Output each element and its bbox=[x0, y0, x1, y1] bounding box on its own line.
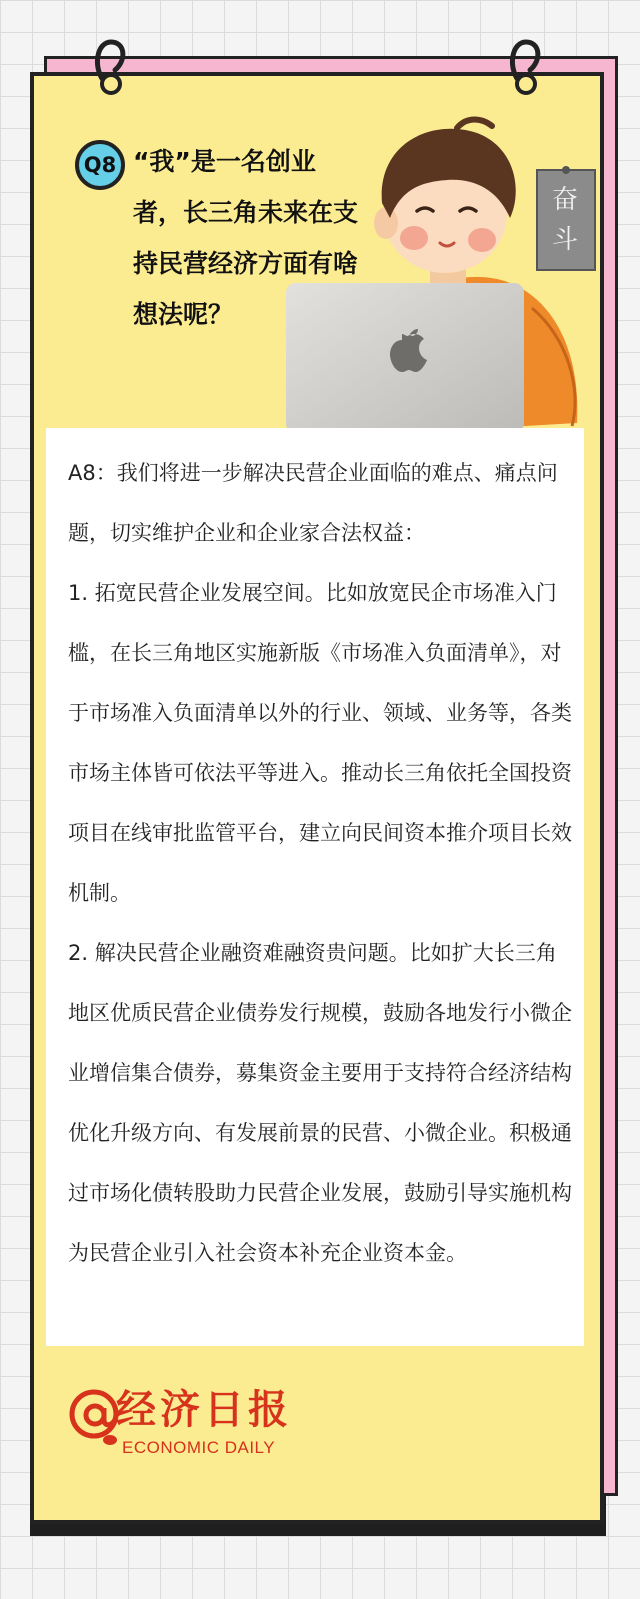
at-sign-icon bbox=[66, 1386, 122, 1446]
logo-chinese-text: 经济日报 bbox=[116, 1386, 292, 1433]
binder-ring-icon bbox=[508, 36, 544, 98]
answer-text bbox=[68, 443, 573, 1283]
answer-paragraph: A8：我们将进一步解决民营企业面临的难点、痛点问题，切实维护企业和企业家合法权益： bbox=[68, 461, 558, 545]
binder-ring-icon bbox=[93, 36, 129, 98]
answer-paragraph: 2. 解决民营企业融资难融资贵问题。比如扩大长三角地区优质民营企业债券发行规模，鼓励各地发行小微企业增信集合债券，募集资金主要用于支持符合经济结构优化升级方向、有发展前景的民营、小微企业。积极通过市场化债转股助力民营企业发展，鼓励引导实施机构为民营企业引入社会资本补充企业资本金。 bbox=[68, 941, 572, 1265]
boy-with-laptop-illustration bbox=[282, 108, 607, 438]
question-title: “我”是一名创业者，长三角未来在支持民营经济方面有啥想法呢？ bbox=[133, 147, 359, 329]
answer-paragraph: 1. 拓宽民营企业发展空间。比如放宽民企市场准入门槛，在长三角地区实施新版《市场准入负面清单》，对于市场准入负面清单以外的行业、领域、业务等，各类市场主体皆可依法平等进入。推动长三角依托全国投资项目在线审批监管平台，建立向民间资本推介项目长效机制。 bbox=[68, 581, 572, 905]
logo-english-text: ECONOMIC DAILY bbox=[122, 1438, 276, 1457]
sign-text: 奋斗 bbox=[551, 185, 578, 255]
question-badge: Q8 bbox=[75, 140, 125, 190]
